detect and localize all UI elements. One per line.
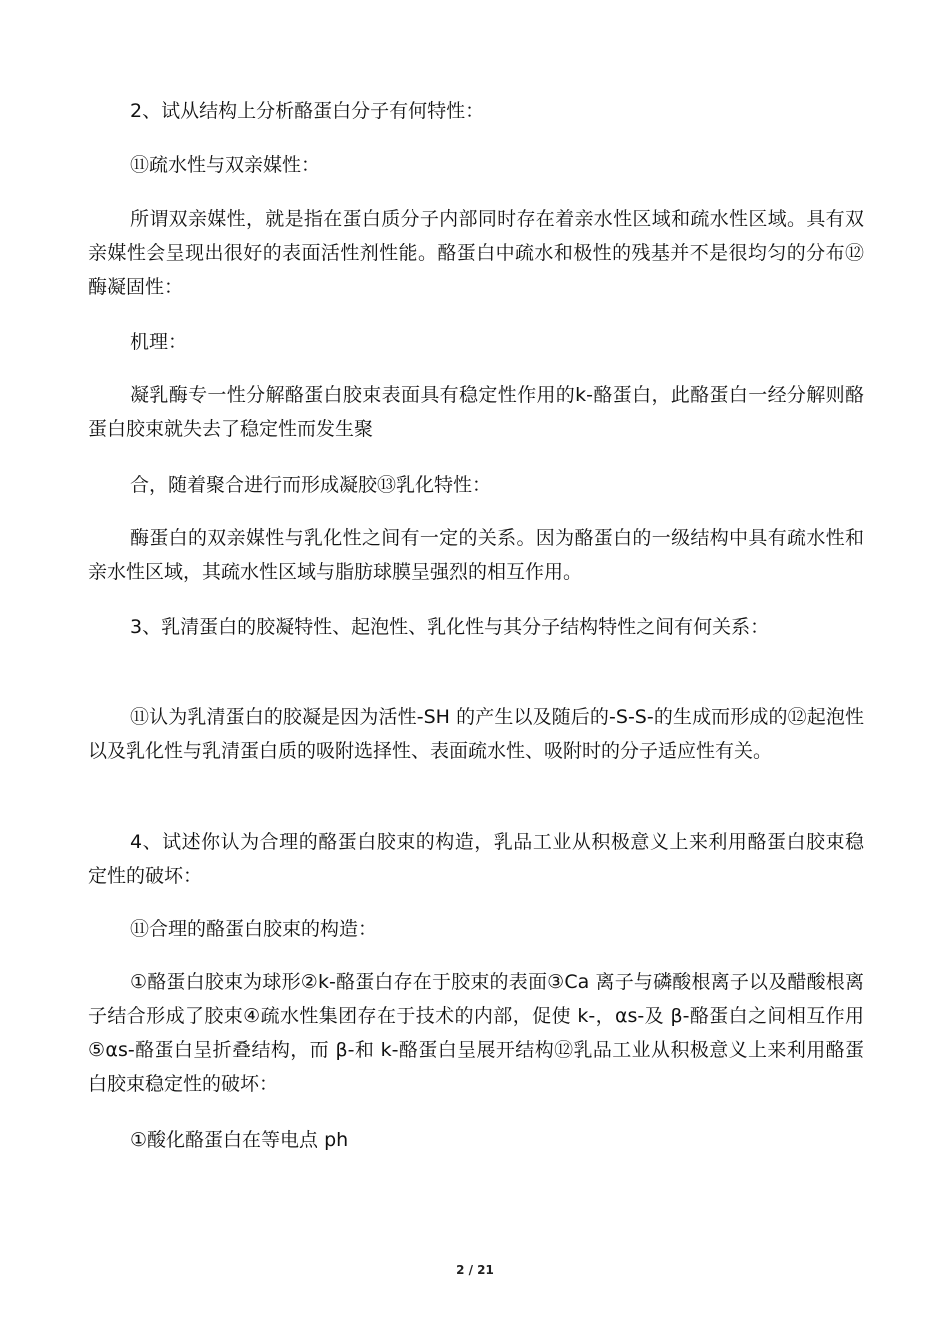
emulsifying-paragraph: 酶蛋白的双亲媒性与乳化性之间有一定的关系。因为酪蛋白的一级结构中具有疏水性和亲水性区域，其疏水性区域与脂肪球膜呈强烈的相互作用。 — [88, 527, 864, 583]
question-4-heading: 4、试述你认为合理的酪蛋白胶束的构造，乳品工业从积极意义上来利用酪蛋白胶束稳定性的破坏： — [88, 831, 864, 887]
question-2-heading: 2、试从结构上分析酪蛋白分子有何特性： — [130, 100, 485, 122]
question-3-heading: 3、乳清蛋白的胶凝特性、起泡性、乳化性与其分子结构特性之间有何关系： — [130, 616, 770, 638]
micelle-structure-heading: ⑪合理的酪蛋白胶束的构造： — [130, 918, 378, 940]
aggregation-paragraph: 合，随着聚合进行而形成凝胶⑬乳化特性： — [130, 474, 492, 496]
acidification-paragraph: ①酸化酪蛋白在等电点 ph — [130, 1129, 349, 1151]
page-indicator: 2 / 21 — [456, 1263, 494, 1277]
rennet-paragraph: 凝乳酶专一性分解酪蛋白胶束表面具有稳定性作用的k-酪蛋白，此酪蛋白一经分解则酪蛋白胶束就失去了稳定性而发生聚 — [88, 384, 864, 440]
item-hydrophobic-amphiphilic: ⑪疏水性与双亲媒性： — [130, 154, 321, 176]
whey-protein-paragraph: ⑪认为乳清蛋白的胶凝是因为活性-SH 的产生以及随后的-S-S-的生成而形成的⑫起泡性以及乳化性与乳清蛋白质的吸附选择性、表面疏水性、吸附时的分子适应性有关。 — [88, 706, 864, 762]
amphiphilic-paragraph: 所谓双亲媒性，就是指在蛋白质分子内部同时存在着亲水性区域和疏水性区域。具有双亲媒性会呈现出很好的表面活性剂性能。酪蛋白中疏水和极性的残基并不是很均匀的分布⑫酶凝固性： — [88, 208, 864, 298]
mechanism-label: 机理： — [130, 331, 188, 353]
micelle-structure-paragraph: ①酪蛋白胶束为球形②k-酪蛋白存在于胶束的表面③Ca 离子与磷酸根离子以及醋酸根离子结合形成了胶束④疏水性集团存在于技术的内部，促使 k-，αs-及 β-酪蛋白之间相互作用⑤αs-酪蛋白呈折叠结构，而 β-和 k-酪蛋白呈展开结构⑫乳品工业从积极意义上来利用酪蛋白胶束稳定性的破坏： — [88, 971, 864, 1095]
